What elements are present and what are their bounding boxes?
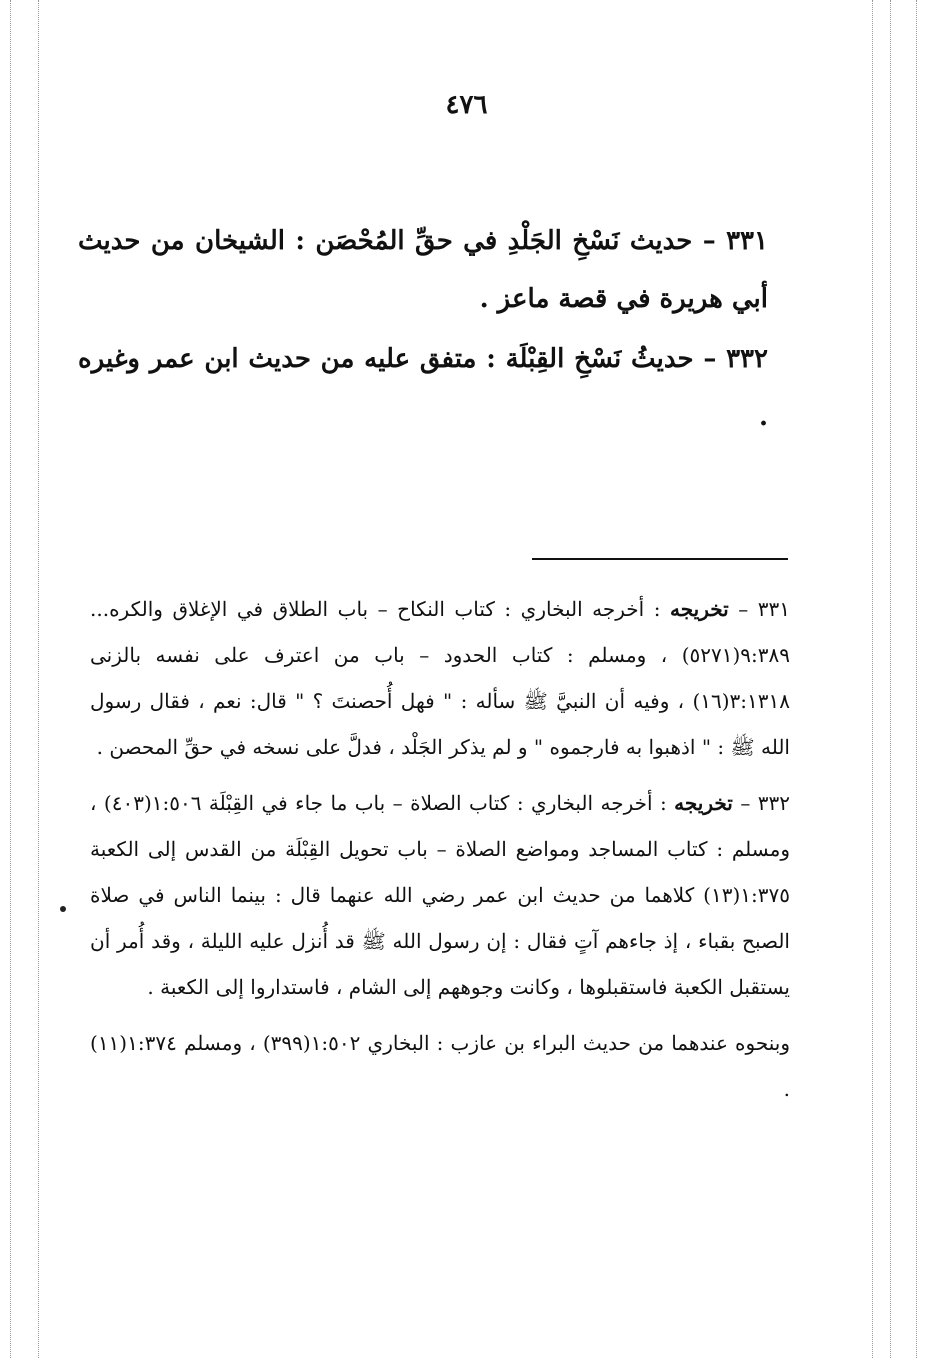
footnote-number: ٣٣١ –: [728, 597, 791, 621]
footnote-332-continuation: وبنحوه عندهما من حديث البراء بن عازب : البخاري ١:٥٠٢(٣٩٩) ، ومسلم ١:٣٧٤(١١) .: [90, 1031, 790, 1101]
footnote-number: ٣٣٢ –: [732, 791, 790, 815]
scan-edge-line: [38, 0, 39, 1358]
footnote-keyword: تخريجه: [670, 597, 729, 621]
main-text: [78, 212, 768, 448]
footnote-keyword: تخريجه: [674, 791, 733, 815]
footnote-text: : أخرجه البخاري : كتاب الصلاة – باب ما جاء في القِبْلَة ١:٥٠٦(٤٠٣) ، ومسلم : كتاب المساجد ومواضع الصلاة – باب تحويل القِبْلَة من القدس إلى الكعبة ١:٣٧٥(١٣) كلاهما من حديث ابن عمر رضي الله عنهما قال : بينما الناس في صلاة الصبح بقباء ، إذ جاءهم آتٍ فقال : إن رسول الله ﷺ قد أُنزل عليه الليلة ، وقد أُمر أن يستقبل الكعبة فاستقبلوها ، وكانت وجوههم إلى الشام ، فاستداروا إلى الكعبة .: [90, 791, 790, 999]
footnotes: [90, 586, 790, 1122]
footnote-332: [90, 780, 790, 1010]
scan-edge-line: [916, 0, 917, 1358]
hadith-entry-331: ٣٣١ – حديث نَسْخِ الجَلْدِ في حقِّ المُحْصَن : الشيخان من حديث أبي هريرة في قصة ماعز .: [78, 226, 768, 314]
footnote-separator: [532, 558, 788, 560]
margin-mark: [60, 906, 66, 912]
scan-edge-line: [872, 0, 873, 1358]
footnote-331: [90, 586, 790, 770]
hadith-entry-332: ٣٣٢ – حديثُ نَسْخِ القِبْلَة : متفق عليه من حديث ابن عمر وغيره .: [78, 344, 768, 432]
scan-edge-line: [10, 0, 11, 1358]
scan-edge-line: [890, 0, 891, 1358]
page-number: ٤٧٦: [445, 90, 488, 120]
footnote-text: : أخرجه البخاري : كتاب النكاح – باب الطلاق في الإغلاق والكره... ٩:٣٨٩(٥٢٧١) ، ومسلم : كتاب الحدود – باب من اعترف على نفسه بالزنى ٣:١٣١٨(١٦) ، وفيه أن النبيَّ ﷺ سأله : " فهل أُحصنتَ ؟ " قال: نعم ، فقال رسول الله ﷺ : " اذهبوا به فارجموه " و لم يذكر الجَلْد ، فدلَّ على نسخه في حقِّ المحصن .: [90, 597, 790, 759]
